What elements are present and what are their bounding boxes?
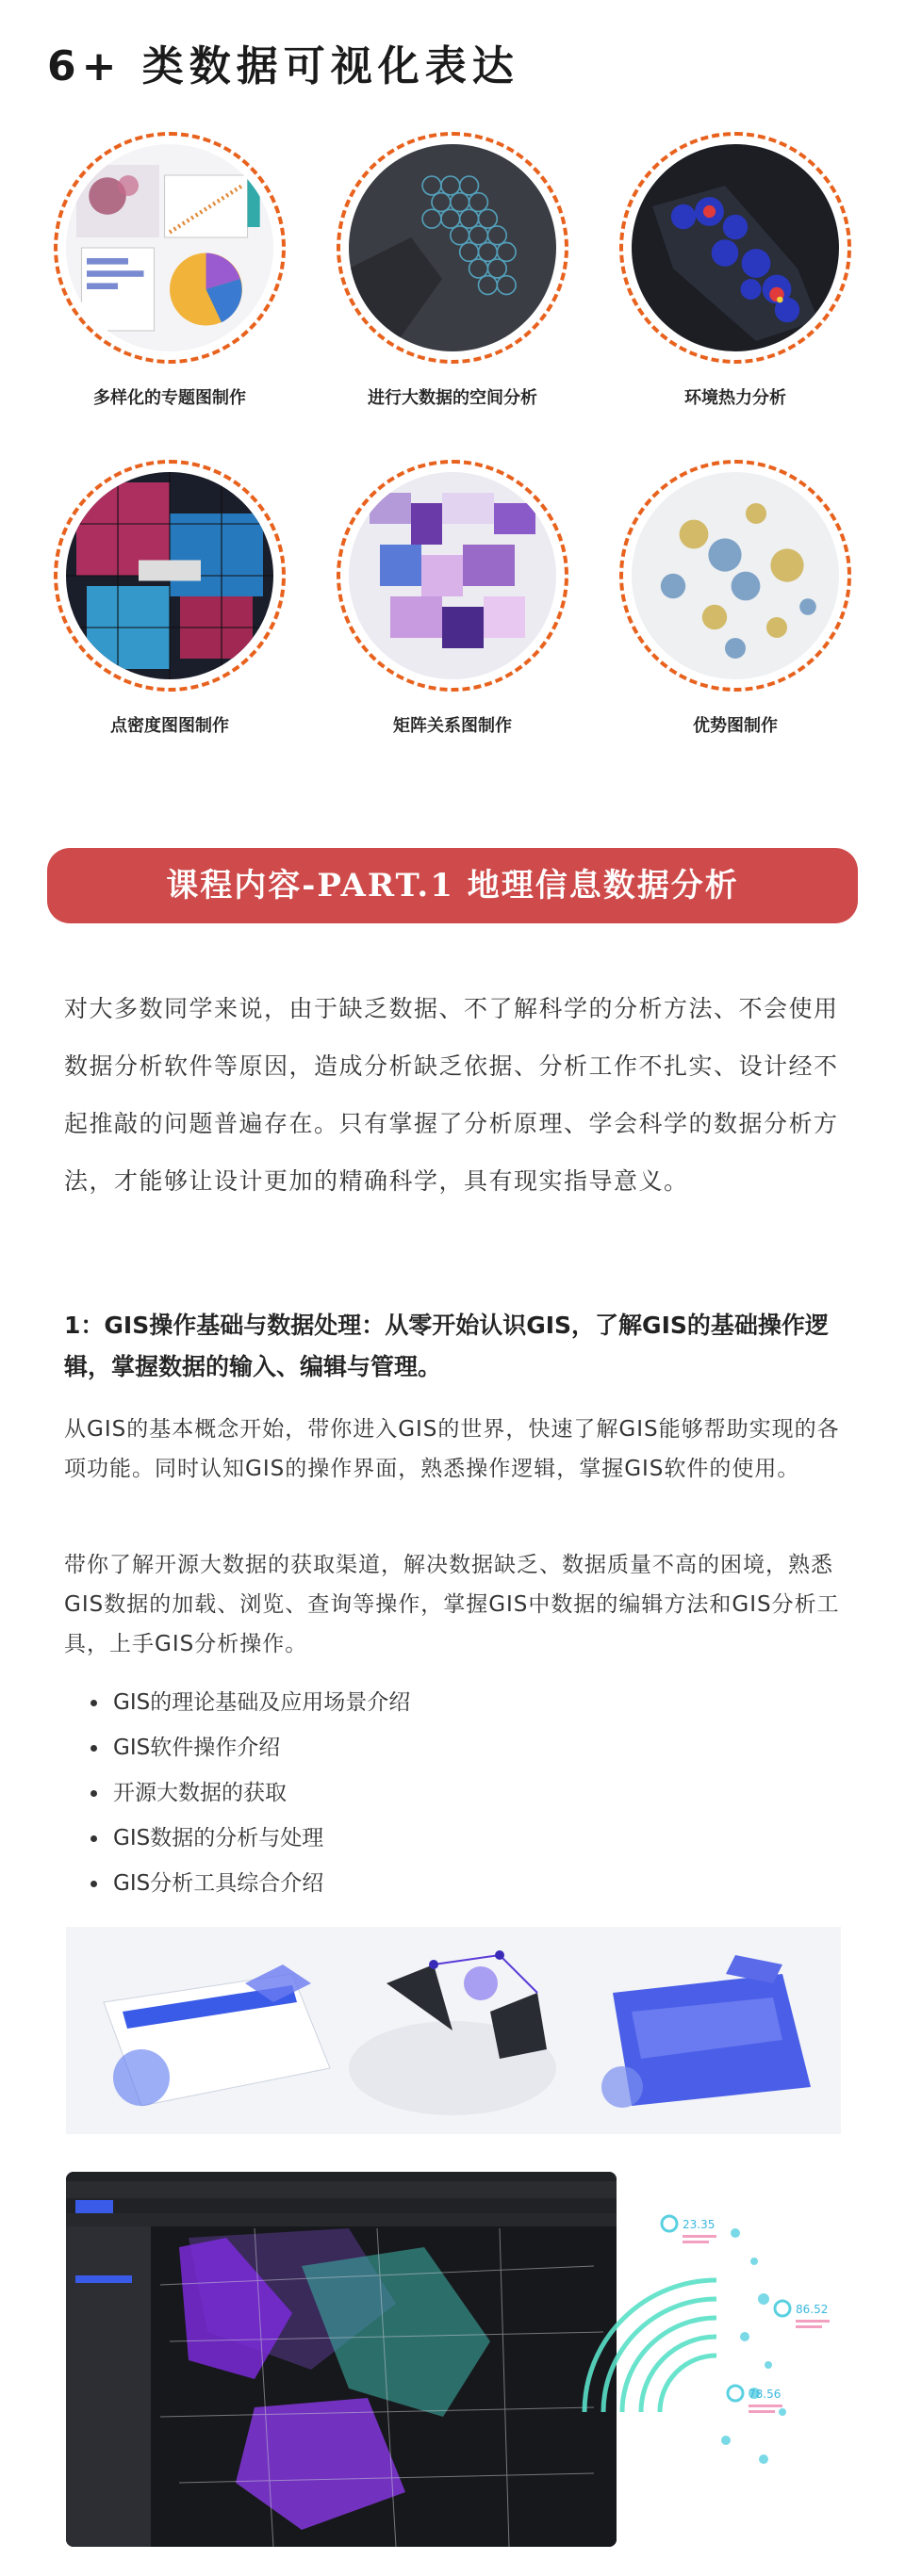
readout-3: 78.56 (749, 2388, 782, 2401)
intro-paragraph: 对大多数同学来说，由于缺乏数据、不了解科学的分析方法、不会使用数据分析软件等原因，造成分析缺乏依据、分析工作不扎实、设计经不起推敲的问题普遍存在。只有掌握了分析原理、学会科学的数据分析方法，才能够让设计更加的精确科学，具有现实指导意义。 (64, 995, 839, 1195)
heat-analysis-frame (619, 132, 851, 364)
spatial-analysis-image (349, 144, 556, 351)
visualization-heat-analysis (594, 132, 877, 409)
section-banner: 课程内容-PART.1 地理信息数据分析 (47, 848, 858, 923)
visualization-dominance (594, 460, 877, 737)
list-item: GIS分析工具综合介绍 (90, 1861, 410, 1906)
dot-density-image (66, 472, 273, 679)
page-title: 6+ 类数据可视化表达 (47, 42, 519, 90)
list-item: 开源大数据的获取 (90, 1770, 410, 1816)
matrix-relation-image (349, 472, 556, 679)
list-item: GIS的理论基础及应用场景介绍 (90, 1680, 410, 1725)
gis-software-screen (66, 2172, 617, 2547)
thematic-map-image (66, 144, 273, 351)
caption: 矩阵关系图制作 (393, 716, 512, 736)
caption: 进行大数据的空间分析 (368, 388, 537, 408)
dominance-image (632, 472, 839, 679)
visualization-dot-density (28, 460, 311, 737)
section-heading: 1：GIS操作基础与数据处理：从零开始认识GIS，了解GIS的基础操作逻辑，掌握数据的输入、编辑与管理。 (64, 1312, 829, 1380)
visualization-thematic-map (28, 132, 311, 409)
readout-1: 23.35 (683, 2218, 716, 2231)
visualization-spatial-analysis (311, 132, 594, 409)
list-item: GIS软件操作介绍 (90, 1725, 410, 1770)
caption: 多样化的专题图制作 (93, 388, 246, 408)
dot-density-frame (54, 460, 286, 692)
caption: 环境热力分析 (684, 388, 786, 408)
section-paragraph-2: 带你了解开源大数据的获取渠道，解决数据缺乏、数据质量不高的困境，熟悉GIS数据的加载、浏览、查询等操作，掌握GIS中数据的编辑方法和GIS分析工具，上手GIS分析操作。 (64, 1553, 840, 1656)
thematic-map-frame (54, 132, 286, 364)
section-paragraph-1: 从GIS的基本概念开始，带你进入GIS的世界，快速了解GIS能够帮助实现的各项功能。同时认知GIS的操作界面，熟悉操作逻辑，掌握GIS软件的使用。 (64, 1417, 840, 1481)
visualization-matrix-relation (311, 460, 594, 737)
spatial-analysis-frame (337, 132, 568, 364)
topic-list (90, 1680, 410, 1906)
radial-decoration (566, 2177, 848, 2535)
gis-illustration (66, 1927, 841, 2134)
data-readout-decoration (566, 2177, 848, 2535)
dominance-frame (619, 460, 851, 692)
readout-2: 86.52 (796, 2303, 829, 2316)
gis-software-image (66, 2172, 617, 2547)
gis-illustration-strip (66, 1927, 841, 2134)
matrix-relation-frame (337, 460, 568, 692)
list-item: GIS数据的分析与处理 (90, 1816, 410, 1861)
caption: 点密度图图制作 (110, 716, 229, 736)
caption: 优势图制作 (693, 716, 778, 736)
heat-analysis-image (632, 144, 839, 351)
